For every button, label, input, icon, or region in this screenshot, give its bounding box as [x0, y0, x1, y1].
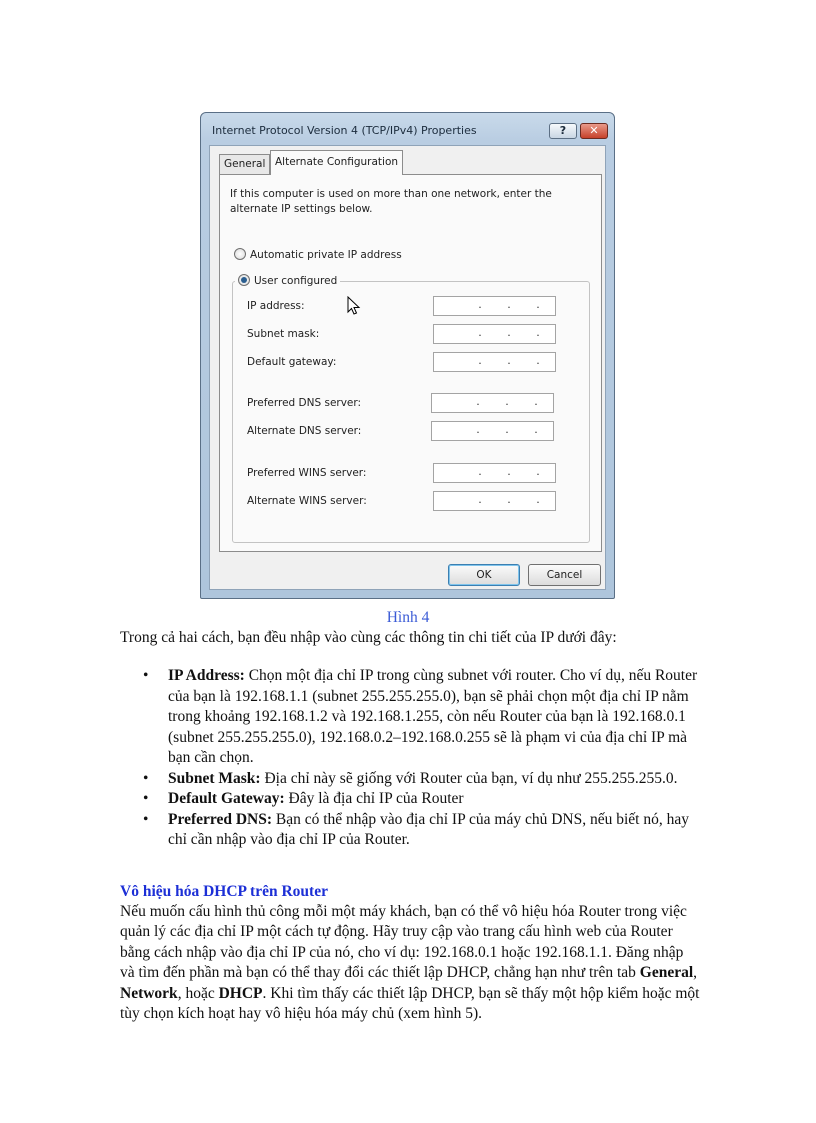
- bullet-term: Default Gateway:: [168, 790, 285, 807]
- mouse-pointer-icon: [347, 296, 361, 316]
- bullet-text: Bạn có thể nhập vào địa chỉ IP của máy chủ DNS, nếu biết nó, hay chỉ cần nhập vào địa chỉ IP của Router.: [168, 810, 689, 848]
- bullet-term: Preferred DNS:: [168, 810, 273, 828]
- preferred-dns-label: Preferred DNS server:: [247, 397, 362, 409]
- list-item: [120, 769, 700, 790]
- term-dhcp: DHCP: [218, 984, 263, 1002]
- term-general: General: [639, 964, 694, 982]
- dialog-titlebar: [201, 113, 614, 145]
- dialog-client-area: [209, 145, 606, 590]
- user-configured-group: [232, 275, 590, 543]
- tcpip-properties-dialog: [200, 112, 615, 599]
- help-button[interactable]: ?: [549, 123, 577, 139]
- list-item: [120, 666, 700, 769]
- bullet-term: Subnet Mask:: [168, 769, 261, 787]
- section-heading: Vô hiệu hóa DHCP trên Router: [120, 883, 328, 900]
- bullet-text: Đây là địa chỉ IP của Router: [284, 790, 464, 807]
- tab-alternate-configuration[interactable]: Alternate Configuration: [270, 150, 403, 175]
- figure-caption: Hình 4: [386, 609, 430, 626]
- ok-button[interactable]: OK: [448, 564, 520, 586]
- bullet-term: IP Address:: [168, 667, 245, 684]
- separator: ,: [693, 964, 698, 982]
- list-item: [120, 789, 700, 810]
- intro-text: If this computer is used on more than one network, enter the alternate IP settings below.: [230, 188, 552, 215]
- dialog-title: Internet Protocol Version 4 (TCP/IPv4) Properties: [212, 124, 477, 137]
- subnet-mask-input[interactable]: . . .: [433, 324, 556, 344]
- tab-general[interactable]: General: [219, 154, 270, 174]
- alternate-wins-input[interactable]: . . .: [433, 491, 556, 511]
- cancel-button[interactable]: Cancel: [528, 564, 601, 586]
- bullet-text: Chọn một địa chỉ IP trong cùng subnet với router. Cho ví dụ, nếu Router của bạn là 192.168.1.1 (subnet 255.255.255.0), bạn sẽ phải chọn một địa chỉ IP nằm trong khoảng 192.168.1.2 và 192.168.1.255, còn nếu Router của bạn là 192.168.0.1 (subnet 255.255.255.0), 192.168.0.2–192.168.0.255 sẽ là phạm vi của địa chỉ IP mà bạn cần chọn.: [168, 667, 698, 766]
- section-paragraph: [120, 902, 700, 1024]
- separator: , hoặc: [177, 984, 219, 1002]
- user-configured-option[interactable]: [235, 274, 340, 288]
- preferred-wins-label: Preferred WINS server:: [247, 467, 367, 479]
- preferred-dns-input[interactable]: . . .: [431, 393, 554, 413]
- ip-address-input[interactable]: . . .: [433, 296, 556, 316]
- default-gateway-input[interactable]: . . .: [433, 352, 556, 372]
- radio-icon[interactable]: [234, 248, 246, 260]
- paragraph-text: Nếu muốn cấu hình thủ công mỗi một máy khách, bạn có thể vô hiệu hóa Router trong việc quản lý các địa chỉ IP một cách tự động. Hãy truy cập vào trang cấu hình web của Router bằng cách nhập vào địa chỉ IP của nó, cho ví dụ: 192.168.0.1 hoặc 192.168.1.1. Đăng nhập và tìm đến phần mà bạn có thể thay đổi các thiết lập DHCP, chẳng hạn như trên tab: [120, 903, 687, 982]
- bullet-icon: •: [143, 769, 149, 787]
- alternate-wins-label: Alternate WINS server:: [247, 495, 367, 507]
- radio-label: Automatic private IP address: [250, 249, 402, 261]
- bullet-list: [120, 666, 700, 851]
- close-button[interactable]: ✕: [580, 123, 608, 139]
- term-network: Network: [120, 984, 178, 1002]
- automatic-private-ip-option[interactable]: [234, 248, 402, 262]
- paragraph-text: . Khi tìm thấy các thiết lập DHCP, bạn sẽ thấy một hộp kiểm hoặc một tùy chọn kích hoạt hay vô hiệu hóa máy chủ (xem hình 5).: [120, 984, 700, 1023]
- bullet-icon: •: [143, 810, 149, 828]
- alternate-dns-label: Alternate DNS server:: [247, 425, 362, 437]
- bullet-icon: •: [143, 790, 149, 807]
- bullet-text: Địa chỉ này sẽ giống với Router của bạn, ví dụ như 255.255.255.0.: [260, 769, 678, 787]
- preferred-wins-input[interactable]: . . .: [433, 463, 556, 483]
- radio-selected-icon[interactable]: [238, 274, 250, 286]
- list-item: [120, 810, 700, 851]
- radio-label: User configured: [254, 275, 338, 287]
- default-gateway-label: Default gateway:: [247, 356, 337, 368]
- ip-address-label: IP address:: [247, 300, 305, 312]
- intro-line: Trong cả hai cách, bạn đều nhập vào cùng các thông tin chi tiết của IP dưới đây:: [120, 629, 617, 646]
- alternate-dns-input[interactable]: . . .: [431, 421, 554, 441]
- subnet-mask-label: Subnet mask:: [247, 328, 320, 340]
- alternate-configuration-panel: [219, 174, 602, 552]
- bullet-icon: •: [143, 667, 149, 684]
